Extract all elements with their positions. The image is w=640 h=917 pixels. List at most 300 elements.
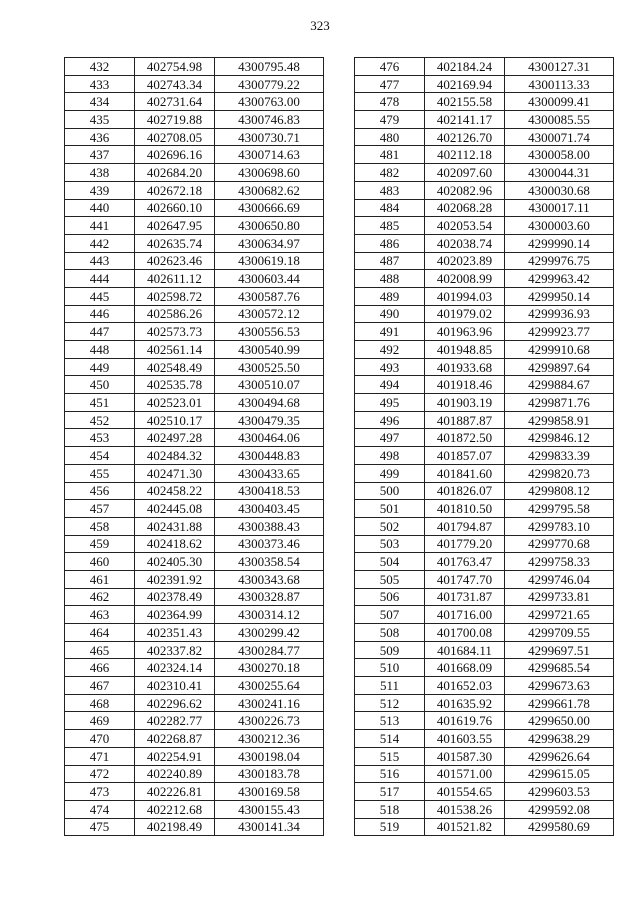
point-number-cell: 440 bbox=[65, 199, 135, 217]
x-coordinate-cell: 402378.49 bbox=[135, 588, 215, 606]
table-row bbox=[355, 411, 614, 429]
x-coordinate-cell: 401668.09 bbox=[425, 659, 505, 677]
table-row bbox=[65, 146, 324, 164]
y-coordinate-cell: 4300155.43 bbox=[215, 800, 324, 818]
y-coordinate-cell: 4300388.43 bbox=[215, 517, 324, 535]
y-coordinate-cell: 4300572.12 bbox=[215, 305, 324, 323]
y-coordinate-cell: 4300682.62 bbox=[215, 181, 324, 199]
point-number-cell: 445 bbox=[65, 287, 135, 305]
y-coordinate-cell: 4300127.31 bbox=[505, 58, 614, 76]
table-row bbox=[355, 800, 614, 818]
table-row bbox=[355, 287, 614, 305]
table-row bbox=[355, 270, 614, 288]
table-row bbox=[65, 783, 324, 801]
table-row bbox=[65, 517, 324, 535]
y-coordinate-cell: 4299833.39 bbox=[505, 447, 614, 465]
table-row bbox=[65, 199, 324, 217]
point-number-cell: 500 bbox=[355, 482, 425, 500]
y-coordinate-cell: 4299858.91 bbox=[505, 411, 614, 429]
x-coordinate-cell: 402184.24 bbox=[425, 58, 505, 76]
y-coordinate-cell: 4300448.83 bbox=[215, 447, 324, 465]
x-coordinate-cell: 402082.96 bbox=[425, 181, 505, 199]
table-row bbox=[355, 765, 614, 783]
table-row bbox=[65, 535, 324, 553]
y-coordinate-cell: 4299795.58 bbox=[505, 500, 614, 518]
x-coordinate-cell: 402445.08 bbox=[135, 500, 215, 518]
y-coordinate-cell: 4299820.73 bbox=[505, 464, 614, 482]
point-number-cell: 462 bbox=[65, 588, 135, 606]
x-coordinate-cell: 401794.87 bbox=[425, 517, 505, 535]
y-coordinate-cell: 4299592.08 bbox=[505, 800, 614, 818]
x-coordinate-cell: 402097.60 bbox=[425, 164, 505, 182]
x-coordinate-cell: 402296.62 bbox=[135, 694, 215, 712]
table-row bbox=[65, 394, 324, 412]
x-coordinate-cell: 401994.03 bbox=[425, 287, 505, 305]
y-coordinate-cell: 4299638.29 bbox=[505, 730, 614, 748]
y-coordinate-cell: 4300587.76 bbox=[215, 287, 324, 305]
y-coordinate-cell: 4300540.99 bbox=[215, 341, 324, 359]
point-number-cell: 504 bbox=[355, 553, 425, 571]
y-coordinate-cell: 4299709.55 bbox=[505, 624, 614, 642]
point-number-cell: 459 bbox=[65, 535, 135, 553]
x-coordinate-cell: 401872.50 bbox=[425, 429, 505, 447]
table-row bbox=[65, 411, 324, 429]
y-coordinate-cell: 4300619.18 bbox=[215, 252, 324, 270]
table-row bbox=[65, 164, 324, 182]
table-row bbox=[65, 75, 324, 93]
point-number-cell: 490 bbox=[355, 305, 425, 323]
point-number-cell: 439 bbox=[65, 181, 135, 199]
table-row bbox=[65, 624, 324, 642]
table-row bbox=[355, 482, 614, 500]
y-coordinate-cell: 4299936.93 bbox=[505, 305, 614, 323]
x-coordinate-cell: 401810.50 bbox=[425, 500, 505, 518]
y-coordinate-cell: 4300666.69 bbox=[215, 199, 324, 217]
point-number-cell: 453 bbox=[65, 429, 135, 447]
point-number-cell: 463 bbox=[65, 606, 135, 624]
x-coordinate-cell: 401826.07 bbox=[425, 482, 505, 500]
point-number-cell: 518 bbox=[355, 800, 425, 818]
x-coordinate-cell: 402696.16 bbox=[135, 146, 215, 164]
y-coordinate-cell: 4300212.36 bbox=[215, 730, 324, 748]
point-number-cell: 455 bbox=[65, 464, 135, 482]
y-coordinate-cell: 4299580.69 bbox=[505, 818, 614, 836]
table-row bbox=[65, 111, 324, 129]
table-row bbox=[65, 323, 324, 341]
point-number-cell: 471 bbox=[65, 747, 135, 765]
table-row bbox=[355, 164, 614, 182]
table-row bbox=[355, 252, 614, 270]
point-number-cell: 442 bbox=[65, 234, 135, 252]
point-number-cell: 460 bbox=[65, 553, 135, 571]
table-row bbox=[65, 128, 324, 146]
coordinate-table-right-body bbox=[355, 58, 614, 836]
table-row bbox=[355, 818, 614, 836]
point-number-cell: 475 bbox=[65, 818, 135, 836]
point-number-cell: 466 bbox=[65, 659, 135, 677]
y-coordinate-cell: 4299976.75 bbox=[505, 252, 614, 270]
y-coordinate-cell: 4300510.07 bbox=[215, 376, 324, 394]
x-coordinate-cell: 402212.68 bbox=[135, 800, 215, 818]
point-number-cell: 465 bbox=[65, 641, 135, 659]
x-coordinate-cell: 402623.46 bbox=[135, 252, 215, 270]
y-coordinate-cell: 4300314.12 bbox=[215, 606, 324, 624]
point-number-cell: 436 bbox=[65, 128, 135, 146]
point-number-cell: 512 bbox=[355, 694, 425, 712]
x-coordinate-cell: 402038.74 bbox=[425, 234, 505, 252]
table-row bbox=[355, 199, 614, 217]
point-number-cell: 479 bbox=[355, 111, 425, 129]
y-coordinate-cell: 4299661.78 bbox=[505, 694, 614, 712]
y-coordinate-cell: 4300464.06 bbox=[215, 429, 324, 447]
y-coordinate-cell: 4300241.16 bbox=[215, 694, 324, 712]
x-coordinate-cell: 402647.95 bbox=[135, 217, 215, 235]
table-row bbox=[65, 730, 324, 748]
point-number-cell: 494 bbox=[355, 376, 425, 394]
point-number-cell: 443 bbox=[65, 252, 135, 270]
x-coordinate-cell: 402141.17 bbox=[425, 111, 505, 129]
x-coordinate-cell: 401521.82 bbox=[425, 818, 505, 836]
point-number-cell: 432 bbox=[65, 58, 135, 76]
y-coordinate-cell: 4299685.54 bbox=[505, 659, 614, 677]
y-coordinate-cell: 4300044.31 bbox=[505, 164, 614, 182]
x-coordinate-cell: 401903.19 bbox=[425, 394, 505, 412]
y-coordinate-cell: 4300299.42 bbox=[215, 624, 324, 642]
table-row bbox=[65, 818, 324, 836]
table-row bbox=[65, 58, 324, 76]
point-number-cell: 472 bbox=[65, 765, 135, 783]
table-row bbox=[65, 500, 324, 518]
table-row bbox=[65, 694, 324, 712]
table-row bbox=[65, 358, 324, 376]
y-coordinate-cell: 4300017.11 bbox=[505, 199, 614, 217]
point-number-cell: 491 bbox=[355, 323, 425, 341]
x-coordinate-cell: 401554.65 bbox=[425, 783, 505, 801]
table-row bbox=[355, 606, 614, 624]
x-coordinate-cell: 402126.70 bbox=[425, 128, 505, 146]
point-number-cell: 501 bbox=[355, 500, 425, 518]
x-coordinate-cell: 401933.68 bbox=[425, 358, 505, 376]
x-coordinate-cell: 402684.20 bbox=[135, 164, 215, 182]
table-row bbox=[355, 58, 614, 76]
x-coordinate-cell: 401841.60 bbox=[425, 464, 505, 482]
x-coordinate-cell: 401763.47 bbox=[425, 553, 505, 571]
x-coordinate-cell: 401731.87 bbox=[425, 588, 505, 606]
x-coordinate-cell: 402112.18 bbox=[425, 146, 505, 164]
x-coordinate-cell: 402310.41 bbox=[135, 677, 215, 695]
point-number-cell: 493 bbox=[355, 358, 425, 376]
y-coordinate-cell: 4299758.33 bbox=[505, 553, 614, 571]
point-number-cell: 486 bbox=[355, 234, 425, 252]
y-coordinate-cell: 4300556.53 bbox=[215, 323, 324, 341]
point-number-cell: 511 bbox=[355, 677, 425, 695]
x-coordinate-cell: 402561.14 bbox=[135, 341, 215, 359]
x-coordinate-cell: 402008.99 bbox=[425, 270, 505, 288]
point-number-cell: 441 bbox=[65, 217, 135, 235]
point-number-cell: 498 bbox=[355, 447, 425, 465]
table-row bbox=[65, 181, 324, 199]
point-number-cell: 467 bbox=[65, 677, 135, 695]
point-number-cell: 496 bbox=[355, 411, 425, 429]
table-row bbox=[355, 358, 614, 376]
table-row bbox=[355, 181, 614, 199]
point-number-cell: 447 bbox=[65, 323, 135, 341]
y-coordinate-cell: 4299884.67 bbox=[505, 376, 614, 394]
x-coordinate-cell: 402405.30 bbox=[135, 553, 215, 571]
table-row bbox=[355, 535, 614, 553]
table-row bbox=[355, 694, 614, 712]
y-coordinate-cell: 4299673.63 bbox=[505, 677, 614, 695]
x-coordinate-cell: 402198.49 bbox=[135, 818, 215, 836]
table-row bbox=[65, 588, 324, 606]
y-coordinate-cell: 4300714.63 bbox=[215, 146, 324, 164]
y-coordinate-cell: 4299733.81 bbox=[505, 588, 614, 606]
x-coordinate-cell: 402535.78 bbox=[135, 376, 215, 394]
table-row bbox=[65, 800, 324, 818]
point-number-cell: 495 bbox=[355, 394, 425, 412]
x-coordinate-cell: 401747.70 bbox=[425, 570, 505, 588]
x-coordinate-cell: 401700.08 bbox=[425, 624, 505, 642]
y-coordinate-cell: 4299697.51 bbox=[505, 641, 614, 659]
table-row bbox=[355, 128, 614, 146]
x-coordinate-cell: 401603.55 bbox=[425, 730, 505, 748]
x-coordinate-cell: 401716.00 bbox=[425, 606, 505, 624]
point-number-cell: 507 bbox=[355, 606, 425, 624]
y-coordinate-cell: 4300650.80 bbox=[215, 217, 324, 235]
point-number-cell: 519 bbox=[355, 818, 425, 836]
table-row bbox=[355, 624, 614, 642]
y-coordinate-cell: 4300418.53 bbox=[215, 482, 324, 500]
table-row bbox=[355, 323, 614, 341]
coordinate-table-left bbox=[64, 57, 324, 836]
x-coordinate-cell: 402754.98 bbox=[135, 58, 215, 76]
x-coordinate-cell: 401652.03 bbox=[425, 677, 505, 695]
table-row bbox=[65, 270, 324, 288]
table-row bbox=[355, 464, 614, 482]
point-number-cell: 517 bbox=[355, 783, 425, 801]
table-row bbox=[355, 553, 614, 571]
table-row bbox=[355, 570, 614, 588]
point-number-cell: 485 bbox=[355, 217, 425, 235]
table-row bbox=[65, 376, 324, 394]
table-row bbox=[65, 659, 324, 677]
point-number-cell: 454 bbox=[65, 447, 135, 465]
y-coordinate-cell: 4300634.97 bbox=[215, 234, 324, 252]
y-coordinate-cell: 4300003.60 bbox=[505, 217, 614, 235]
table-row bbox=[355, 677, 614, 695]
point-number-cell: 503 bbox=[355, 535, 425, 553]
table-row bbox=[65, 429, 324, 447]
table-row bbox=[355, 217, 614, 235]
x-coordinate-cell: 402573.73 bbox=[135, 323, 215, 341]
y-coordinate-cell: 4299950.14 bbox=[505, 287, 614, 305]
table-row bbox=[65, 234, 324, 252]
y-coordinate-cell: 4300779.22 bbox=[215, 75, 324, 93]
x-coordinate-cell: 402254.91 bbox=[135, 747, 215, 765]
x-coordinate-cell: 402484.32 bbox=[135, 447, 215, 465]
y-coordinate-cell: 4299746.04 bbox=[505, 570, 614, 588]
x-coordinate-cell: 402324.14 bbox=[135, 659, 215, 677]
y-coordinate-cell: 4299990.14 bbox=[505, 234, 614, 252]
y-coordinate-cell: 4300085.55 bbox=[505, 111, 614, 129]
point-number-cell: 451 bbox=[65, 394, 135, 412]
x-coordinate-cell: 402660.10 bbox=[135, 199, 215, 217]
y-coordinate-cell: 4300099.41 bbox=[505, 93, 614, 111]
x-coordinate-cell: 401918.46 bbox=[425, 376, 505, 394]
x-coordinate-cell: 402226.81 bbox=[135, 783, 215, 801]
table-row bbox=[355, 747, 614, 765]
table-row bbox=[65, 287, 324, 305]
x-coordinate-cell: 402240.89 bbox=[135, 765, 215, 783]
y-coordinate-cell: 4300494.68 bbox=[215, 394, 324, 412]
y-coordinate-cell: 4299808.12 bbox=[505, 482, 614, 500]
point-number-cell: 510 bbox=[355, 659, 425, 677]
y-coordinate-cell: 4300479.35 bbox=[215, 411, 324, 429]
point-number-cell: 461 bbox=[65, 570, 135, 588]
table-row bbox=[65, 341, 324, 359]
table-row bbox=[65, 747, 324, 765]
point-number-cell: 502 bbox=[355, 517, 425, 535]
point-number-cell: 484 bbox=[355, 199, 425, 217]
table-row bbox=[65, 305, 324, 323]
table-row bbox=[355, 783, 614, 801]
x-coordinate-cell: 402510.17 bbox=[135, 411, 215, 429]
table-row bbox=[355, 341, 614, 359]
x-coordinate-cell: 402548.49 bbox=[135, 358, 215, 376]
x-coordinate-cell: 402431.88 bbox=[135, 517, 215, 535]
point-number-cell: 515 bbox=[355, 747, 425, 765]
x-coordinate-cell: 402497.28 bbox=[135, 429, 215, 447]
x-coordinate-cell: 402351.43 bbox=[135, 624, 215, 642]
x-coordinate-cell: 401684.11 bbox=[425, 641, 505, 659]
point-number-cell: 457 bbox=[65, 500, 135, 518]
point-number-cell: 444 bbox=[65, 270, 135, 288]
y-coordinate-cell: 4300183.78 bbox=[215, 765, 324, 783]
point-number-cell: 476 bbox=[355, 58, 425, 76]
x-coordinate-cell: 401979.02 bbox=[425, 305, 505, 323]
x-coordinate-cell: 402169.94 bbox=[425, 75, 505, 93]
point-number-cell: 438 bbox=[65, 164, 135, 182]
y-coordinate-cell: 4300343.68 bbox=[215, 570, 324, 588]
y-coordinate-cell: 4300603.44 bbox=[215, 270, 324, 288]
point-number-cell: 497 bbox=[355, 429, 425, 447]
y-coordinate-cell: 4300169.58 bbox=[215, 783, 324, 801]
point-number-cell: 482 bbox=[355, 164, 425, 182]
point-number-cell: 483 bbox=[355, 181, 425, 199]
table-row bbox=[355, 730, 614, 748]
table-row bbox=[65, 252, 324, 270]
table-row bbox=[355, 712, 614, 730]
table-row bbox=[355, 394, 614, 412]
table-row bbox=[355, 447, 614, 465]
point-number-cell: 474 bbox=[65, 800, 135, 818]
y-coordinate-cell: 4300071.74 bbox=[505, 128, 614, 146]
point-number-cell: 446 bbox=[65, 305, 135, 323]
point-number-cell: 456 bbox=[65, 482, 135, 500]
point-number-cell: 468 bbox=[65, 694, 135, 712]
table-row bbox=[355, 111, 614, 129]
y-coordinate-cell: 4300433.65 bbox=[215, 464, 324, 482]
x-coordinate-cell: 401779.20 bbox=[425, 535, 505, 553]
table-row bbox=[355, 659, 614, 677]
y-coordinate-cell: 4299650.00 bbox=[505, 712, 614, 730]
point-number-cell: 488 bbox=[355, 270, 425, 288]
x-coordinate-cell: 402719.88 bbox=[135, 111, 215, 129]
table-row bbox=[65, 570, 324, 588]
y-coordinate-cell: 4300198.04 bbox=[215, 747, 324, 765]
x-coordinate-cell: 402598.72 bbox=[135, 287, 215, 305]
y-coordinate-cell: 4299963.42 bbox=[505, 270, 614, 288]
x-coordinate-cell: 401963.96 bbox=[425, 323, 505, 341]
page-number: 323 bbox=[310, 18, 330, 33]
x-coordinate-cell: 402523.01 bbox=[135, 394, 215, 412]
table-row bbox=[65, 482, 324, 500]
x-coordinate-cell: 401538.26 bbox=[425, 800, 505, 818]
point-number-cell: 516 bbox=[355, 765, 425, 783]
x-coordinate-cell: 402458.22 bbox=[135, 482, 215, 500]
table-row bbox=[355, 93, 614, 111]
point-number-cell: 464 bbox=[65, 624, 135, 642]
table-row bbox=[355, 641, 614, 659]
table-row bbox=[65, 712, 324, 730]
y-coordinate-cell: 4299721.65 bbox=[505, 606, 614, 624]
point-number-cell: 435 bbox=[65, 111, 135, 129]
y-coordinate-cell: 4300284.77 bbox=[215, 641, 324, 659]
point-number-cell: 470 bbox=[65, 730, 135, 748]
table-row bbox=[355, 376, 614, 394]
table-row bbox=[65, 677, 324, 695]
table-row bbox=[355, 429, 614, 447]
y-coordinate-cell: 4300030.68 bbox=[505, 181, 614, 199]
x-coordinate-cell: 402586.26 bbox=[135, 305, 215, 323]
x-coordinate-cell: 402672.18 bbox=[135, 181, 215, 199]
point-number-cell: 499 bbox=[355, 464, 425, 482]
y-coordinate-cell: 4299871.76 bbox=[505, 394, 614, 412]
x-coordinate-cell: 402391.92 bbox=[135, 570, 215, 588]
point-number-cell: 508 bbox=[355, 624, 425, 642]
y-coordinate-cell: 4300358.54 bbox=[215, 553, 324, 571]
x-coordinate-cell: 402155.58 bbox=[425, 93, 505, 111]
table-row bbox=[355, 517, 614, 535]
x-coordinate-cell: 401571.00 bbox=[425, 765, 505, 783]
point-number-cell: 477 bbox=[355, 75, 425, 93]
point-number-cell: 449 bbox=[65, 358, 135, 376]
y-coordinate-cell: 4300795.48 bbox=[215, 58, 324, 76]
y-coordinate-cell: 4300730.71 bbox=[215, 128, 324, 146]
x-coordinate-cell: 402635.74 bbox=[135, 234, 215, 252]
x-coordinate-cell: 402611.12 bbox=[135, 270, 215, 288]
table-row bbox=[65, 641, 324, 659]
x-coordinate-cell: 401619.76 bbox=[425, 712, 505, 730]
y-coordinate-cell: 4300328.87 bbox=[215, 588, 324, 606]
point-number-cell: 489 bbox=[355, 287, 425, 305]
x-coordinate-cell: 402282.77 bbox=[135, 712, 215, 730]
y-coordinate-cell: 4300525.50 bbox=[215, 358, 324, 376]
x-coordinate-cell: 401948.85 bbox=[425, 341, 505, 359]
x-coordinate-cell: 401635.92 bbox=[425, 694, 505, 712]
point-number-cell: 509 bbox=[355, 641, 425, 659]
x-coordinate-cell: 402418.62 bbox=[135, 535, 215, 553]
point-number-cell: 478 bbox=[355, 93, 425, 111]
point-number-cell: 487 bbox=[355, 252, 425, 270]
point-number-cell: 480 bbox=[355, 128, 425, 146]
table-row bbox=[355, 588, 614, 606]
y-coordinate-cell: 4299615.05 bbox=[505, 765, 614, 783]
y-coordinate-cell: 4300763.00 bbox=[215, 93, 324, 111]
coordinate-table-left-body bbox=[65, 58, 324, 836]
point-number-cell: 513 bbox=[355, 712, 425, 730]
y-coordinate-cell: 4300746.83 bbox=[215, 111, 324, 129]
